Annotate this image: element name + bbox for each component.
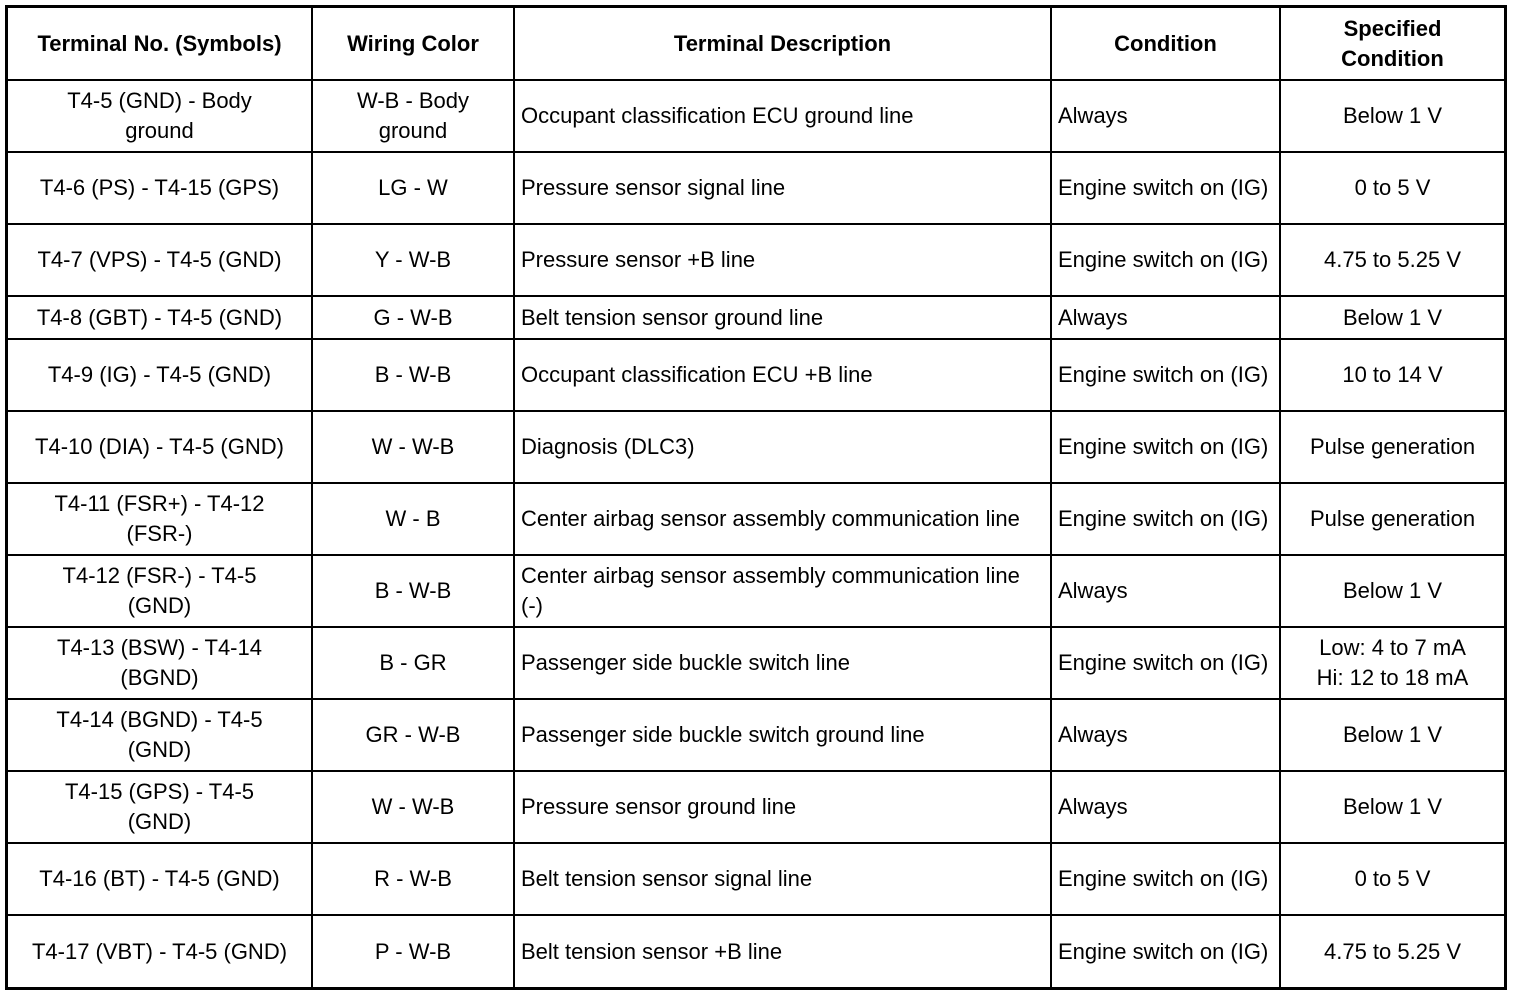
specified-cell: Below 1 V <box>1280 699 1504 771</box>
wiring-cell: W - B <box>312 483 514 555</box>
description-cell: Center airbag sensor assembly communication line <box>514 483 1051 555</box>
description-cell: Belt tension sensor signal line <box>514 843 1051 915</box>
wiring-cell: G - W-B <box>312 296 514 339</box>
description-cell: Passenger side buckle switch line <box>514 627 1051 699</box>
description-cell: Belt tension sensor +B line <box>514 915 1051 987</box>
terminal-cell: T4-8 (GBT) - T4-5 (GND) <box>8 296 312 339</box>
description-cell: Occupant classification ECU ground line <box>514 80 1051 152</box>
terminal-cell: T4-11 (FSR+) - T4-12 (FSR-) <box>8 483 312 555</box>
wiring-cell: R - W-B <box>312 843 514 915</box>
specified-cell: Below 1 V <box>1280 80 1504 152</box>
description-cell: Center airbag sensor assembly communication line (-) <box>514 555 1051 627</box>
table-row <box>8 915 1504 987</box>
table-row <box>8 627 1504 699</box>
wiring-cell: LG - W <box>312 152 514 224</box>
specified-cell: Pulse generation <box>1280 411 1504 483</box>
table-row <box>8 483 1504 555</box>
specified-cell: 0 to 5 V <box>1280 152 1504 224</box>
wiring-cell: B - W-B <box>312 555 514 627</box>
condition-cell: Engine switch on (IG) <box>1051 843 1280 915</box>
terminal-cell: T4-16 (BT) - T4-5 (GND) <box>8 843 312 915</box>
table-row <box>8 411 1504 483</box>
terminal-table-frame <box>5 5 1507 990</box>
specified-cell: 4.75 to 5.25 V <box>1280 915 1504 987</box>
table-row <box>8 699 1504 771</box>
specified-cell: Below 1 V <box>1280 555 1504 627</box>
table-row <box>8 555 1504 627</box>
condition-cell: Engine switch on (IG) <box>1051 152 1280 224</box>
specified-low-line: Low: 4 to 7 mA <box>1319 635 1466 660</box>
description-cell: Diagnosis (DLC3) <box>514 411 1051 483</box>
terminal-cell: T4-15 (GPS) - T4-5 (GND) <box>8 771 312 843</box>
wiring-cell: P - W-B <box>312 915 514 987</box>
condition-cell: Always <box>1051 699 1280 771</box>
condition-cell: Engine switch on (IG) <box>1051 224 1280 296</box>
specified-cell: 4.75 to 5.25 V <box>1280 224 1504 296</box>
wiring-cell: W - W-B <box>312 771 514 843</box>
wiring-cell: W-B - Body ground <box>312 80 514 152</box>
condition-cell: Always <box>1051 555 1280 627</box>
header-condition: Condition <box>1051 8 1280 80</box>
header-specified-condition: Specified Condition <box>1280 8 1504 80</box>
description-cell: Passenger side buckle switch ground line <box>514 699 1051 771</box>
description-cell: Belt tension sensor ground line <box>514 296 1051 339</box>
terminal-cell: T4-12 (FSR-) - T4-5 (GND) <box>8 555 312 627</box>
table-row <box>8 80 1504 152</box>
terminal-cell: T4-10 (DIA) - T4-5 (GND) <box>8 411 312 483</box>
table-row <box>8 771 1504 843</box>
table-row <box>8 224 1504 296</box>
specified-cell: Pulse generation <box>1280 483 1504 555</box>
wiring-cell: B - GR <box>312 627 514 699</box>
condition-cell: Engine switch on (IG) <box>1051 411 1280 483</box>
description-cell: Pressure sensor signal line <box>514 152 1051 224</box>
wiring-cell: GR - W-B <box>312 699 514 771</box>
specified-cell: Below 1 V <box>1280 771 1504 843</box>
condition-cell: Engine switch on (IG) <box>1051 483 1280 555</box>
description-cell: Occupant classification ECU +B line <box>514 339 1051 411</box>
header-wiring-color: Wiring Color <box>312 8 514 80</box>
terminal-cell: T4-14 (BGND) - T4-5 (GND) <box>8 699 312 771</box>
table-row <box>8 296 1504 339</box>
terminal-table <box>8 8 1504 987</box>
terminal-cell: T4-13 (BSW) - T4-14 (BGND) <box>8 627 312 699</box>
wiring-cell: Y - W-B <box>312 224 514 296</box>
description-cell: Pressure sensor +B line <box>514 224 1051 296</box>
condition-cell: Engine switch on (IG) <box>1051 627 1280 699</box>
condition-cell: Engine switch on (IG) <box>1051 339 1280 411</box>
specified-cell <box>1280 627 1504 699</box>
condition-cell: Always <box>1051 771 1280 843</box>
table-row <box>8 339 1504 411</box>
terminal-cell: T4-9 (IG) - T4-5 (GND) <box>8 339 312 411</box>
specified-cell: Below 1 V <box>1280 296 1504 339</box>
condition-cell: Always <box>1051 296 1280 339</box>
header-terminal-description: Terminal Description <box>514 8 1051 80</box>
header-terminal: Terminal No. (Symbols) <box>8 8 312 80</box>
terminal-cell: T4-17 (VBT) - T4-5 (GND) <box>8 915 312 987</box>
condition-cell: Always <box>1051 80 1280 152</box>
wiring-cell: W - W-B <box>312 411 514 483</box>
header-row <box>8 8 1504 80</box>
terminal-cell: T4-5 (GND) - Body ground <box>8 80 312 152</box>
terminal-cell: T4-6 (PS) - T4-15 (GPS) <box>8 152 312 224</box>
description-cell: Pressure sensor ground line <box>514 771 1051 843</box>
condition-cell: Engine switch on (IG) <box>1051 915 1280 987</box>
table-row <box>8 843 1504 915</box>
terminal-cell: T4-7 (VPS) - T4-5 (GND) <box>8 224 312 296</box>
wiring-cell: B - W-B <box>312 339 514 411</box>
specified-cell: 10 to 14 V <box>1280 339 1504 411</box>
table-row <box>8 152 1504 224</box>
specified-hi-line: Hi: 12 to 18 mA <box>1316 665 1469 690</box>
specified-cell: 0 to 5 V <box>1280 843 1504 915</box>
